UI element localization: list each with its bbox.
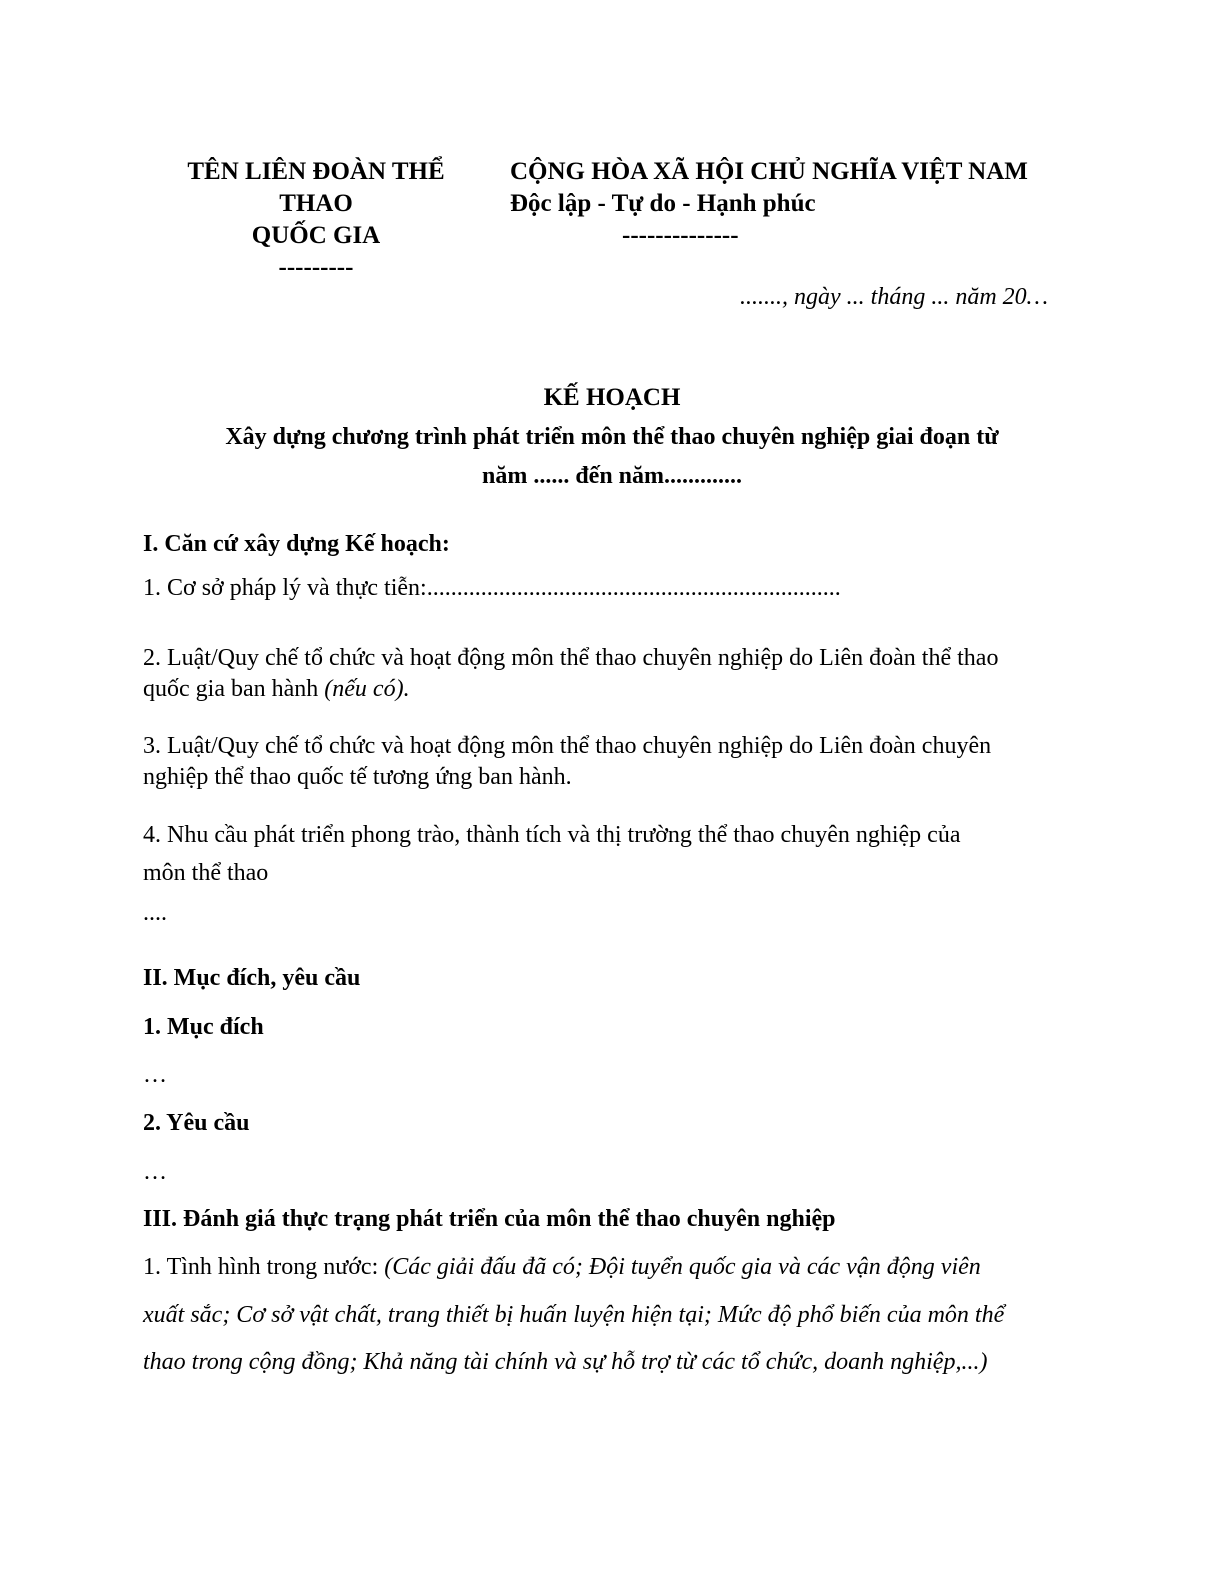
section-1-heading: I. Căn cứ xây dựng Kế hoạch: bbox=[143, 531, 450, 557]
section-1-item-2-line1: 2. Luật/Quy chế tổ chức và hoạt động môn thể thao chuyên nghiệp do Liên đoàn thể thao bbox=[143, 645, 999, 671]
section-2-sub-1-text: … bbox=[143, 1062, 167, 1088]
section-1-item-3-line2: nghiệp thể thao quốc tế tương ứng ban hành. bbox=[143, 764, 572, 790]
organization-name-line1: TÊN LIÊN ĐOÀN THỂ bbox=[187, 158, 445, 185]
section-2-sub-2-text: … bbox=[143, 1159, 167, 1185]
section-1-item-3-line1: 3. Luật/Quy chế tổ chức và hoạt động môn thể thao chuyên nghiệp do Liên đoàn chuyên bbox=[143, 733, 992, 759]
document-subtitle-line2: năm ...... đến năm............. bbox=[481, 463, 743, 489]
section-2-sub-1-heading: 1. Mục đích bbox=[143, 1014, 264, 1040]
section-3-item-1-label: 1. Tình hình trong nước: bbox=[143, 1254, 385, 1280]
section-1-item-4-line1: 4. Nhu cầu phát triển phong trào, thành tích và thị trường thể thao chuyên nghiệp của bbox=[143, 822, 961, 848]
document-subtitle-line1: Xây dựng chương trình phát triển môn thể thao chuyên nghiệp giai đoạn từ bbox=[225, 424, 999, 450]
section-3-item-1-note-line1: (Các giải đấu đã có; Đội tuyển quốc gia và các vận động viên bbox=[384, 1254, 981, 1280]
organization-name-line2: THAO bbox=[279, 190, 353, 217]
date-line: ......., ngày ... tháng ... năm 20… bbox=[740, 284, 1048, 310]
section-3-heading: III. Đánh giá thực trạng phát triển của môn thể thao chuyên nghiệp bbox=[143, 1206, 836, 1232]
national-motto: Độc lập - Tự do - Hạnh phúc bbox=[510, 190, 816, 217]
section-1-item-2-note: (nếu có). bbox=[324, 676, 410, 702]
document-title: KẾ HOẠCH bbox=[543, 384, 681, 411]
section-3-item-1-note-line3: thao trong cộng đồng; Khả năng tài chính và sự hỗ trợ từ các tổ chức, doanh nghiệp,...) bbox=[143, 1349, 988, 1375]
section-3-item-1-line1 bbox=[143, 1254, 981, 1281]
organization-name-line3: QUỐC GIA bbox=[251, 222, 381, 249]
national-header bbox=[510, 156, 1028, 220]
section-2-sub-2-heading: 2. Yêu cầu bbox=[143, 1110, 250, 1136]
organization-divider: --------- bbox=[278, 254, 354, 281]
national-divider: -------------- bbox=[622, 222, 739, 249]
section-3-item-1-note-line2: xuất sắc; Cơ sở vật chất, trang thiết bị huấn luyện hiện tại; Mức độ phổ biến của môn thể bbox=[143, 1302, 1005, 1328]
section-1-item-4-line3: .... bbox=[143, 900, 167, 926]
national-title: CỘNG HÒA XÃ HỘI CHỦ NGHĨA VIỆT NAM bbox=[510, 158, 1028, 185]
section-2-heading: II. Mục đích, yêu cầu bbox=[143, 965, 361, 991]
section-1-item-2-text: quốc gia ban hành bbox=[143, 676, 325, 702]
section-1-item-1: 1. Cơ sở pháp lý và thực tiễn:..................................................................... bbox=[143, 575, 841, 601]
organization-header bbox=[170, 156, 462, 284]
section-1-item-2-line2 bbox=[143, 676, 410, 703]
section-1-item-4-line2: môn thể thao bbox=[143, 860, 269, 886]
